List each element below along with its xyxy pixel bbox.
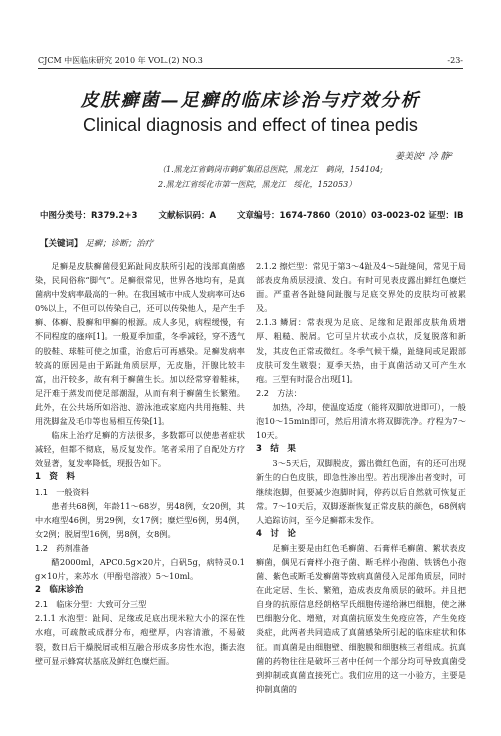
- keywords: [40, 237, 153, 249]
- paragraph: 患者共68例，年龄11～68岁，男48例，女20例，其中水疱型46例，男29例，女17例；糜烂型6例，男4例，女2例；脱屑型16例，男8例，女8例。: [35, 500, 245, 539]
- keywords-label: 【关键词】: [40, 239, 83, 249]
- paragraph: 加热，冷却，使温度适度（能将双脚放进即可），一般泡10～15min即可，然后用清水将双脚洗净。疗程为7～10天。: [256, 401, 466, 441]
- paragraph: 临床上治疗足癣的方法很多，多数都可以使患者症状减轻，但都不彻底，易反复发作。笔者采用了自配处方疗效显著，复发率降低，现报告如下。: [35, 430, 245, 469]
- left-column: [35, 259, 245, 668]
- paragraph: 2.1.2 擦烂型：常见于第3～4趾及4～5趾缝间，常见于局部表皮角质层浸渍、发白。有时可见表皮露出鲜红色糜烂面。严重者各趾缝间趾腹与足底交界处的皮肤均可被累及。: [256, 261, 466, 314]
- paragraph: 2.1.1 水泡型：趾间、足缘或足底出现米粒大小的深在性水疱，可疏散或成群分布，疱壁厚，内容清澈，不易破裂，数日后干燥脱屑或相互融合形成多房性水泡，撕去泡壁可显示蜂窝状基底及鲜红色糜烂面。: [35, 613, 245, 666]
- paragraph: 足癣是皮肤癣菌侵犯跖趾间皮肤所引起的浅部真菌感染，民间俗称“脚气”。足癣很常见，世界各地均有，是真菌病中发病率最高的一种。在我国城市中成人发病率可达60%以上，不但可以传染自己，还可以传染他人，是产生手癣、体癣、股癣和甲癣的根源。成人多见，病程缓慢，有不同程度的瘙痒[1]。一般夏季加重，冬季减轻，穿不透气的胶鞋、球鞋可使之加重，治愈后可再感染。足癣发病率较高的原因是由于跖趾角质层厚，无皮脂，汗腺比较丰富，出汗较多，故有利于癣菌生长。加以经常穿着鞋袜，足汗难于蒸发而使足部潮湿，从而有利于癣菌生长繁殖。此外，在公共场所如浴池、游泳池或家庭内共用拖鞋、共用洗脚盆及毛巾等也易相互传染[1]。: [35, 261, 245, 427]
- paragraph: 2.1.3 鳞屑：常表现为足底、足缘和足跟部皮肤角质增厚、粗糙、脱屑。它可呈片状或小点状，反复脱落和新发，其皮色正常或微红。冬季气候干燥，趾缝间或足跟部皮肤可发生皲裂；夏季天热，由于真菌活动又可产生水疱。三型有时混合出现[1]。: [256, 317, 466, 384]
- section-heading: 3 结 果: [256, 444, 296, 455]
- keywords-value: 足癣；诊断；治疗: [85, 239, 154, 249]
- section-heading: 2 临床诊治: [35, 585, 84, 596]
- journal-info: CJCM 中医临床研究 2010 年 VOL.(2) NO.3: [38, 56, 203, 65]
- section-heading: 4 讨 论: [256, 528, 296, 539]
- right-column: [256, 259, 466, 696]
- paragraph: 3～5天后，双脚脱皮，露出微红色面，有的还可出现新生的白色皮肤，即急性渗出型。若出现渗出者变时，可继续泡脚，但要减少泡脚时间，停药以后自然就可恢复正常。7～10天后，双脚逐渐恢复正常皮肤的颜色，68例病人追踪访问，至今足癣都未发作。: [256, 458, 466, 525]
- title-chinese: 皮肤癣菌—足癣的临床诊治与疗效分析: [80, 90, 421, 111]
- page-number: -23-: [447, 56, 463, 65]
- subsection-heading: 1.2 药剂准备: [35, 542, 89, 553]
- authors: 姜美波¹ 冷 静²: [395, 152, 453, 162]
- affiliation-1: （1.黑龙江省鹤岗市鹤矿集团总医院，黑龙江 鹤岗，154104;: [158, 165, 383, 174]
- document-code: 文献标识码：A: [158, 211, 217, 221]
- affiliations: [158, 162, 383, 192]
- running-header: [38, 54, 463, 69]
- classification-line: [40, 209, 471, 221]
- subsection-heading: 2.2 方法：: [256, 387, 302, 398]
- clc-number: 中图分类号：R379.2+3: [40, 211, 138, 221]
- article-id: 文章编号：1674-7860（2010）03-0023-02 证型：IB: [237, 211, 464, 221]
- affiliation-2: 2.黑龙江省绥化市第一医院，黑龙江 绥化，152053）: [158, 180, 357, 189]
- title-english: Clinical diagnosis and effect of tinea pedis: [83, 115, 418, 135]
- section-heading: 1 资 料: [35, 472, 75, 483]
- subsection-heading: 2.1 临床分型：大致可分三型: [35, 599, 147, 610]
- paragraph: 醋2000ml，APC0.5g×20片，白矾5g，病特灵0.1g×10片，来苏水（甲酚皂溶液）5～10ml。: [35, 556, 245, 582]
- subsection-heading: 1.1 一般资料: [35, 486, 89, 497]
- paragraph: 足癣主要是由红色毛癣菌、石膏样毛癣菌、絮状表皮癣菌，偶见石膏样小孢子菌、断毛样小孢菌、铁锈色小孢菌、紫色或断毛发癣菌等致病真菌侵入足部角质层，同时在此定居、生长、繁殖，造成表皮角质层的破坏。并且把自身的抗原信息经朗格罕氏细胞传递给淋巴细胞，使之淋巴细胞分化、增殖，对真菌抗原发生免疫应答，产生免疫炎症，此两者共同造成了真菌感染所引起的临床症状和体征。而真菌是由细胞壁、细胞膜和细胞核三者组成。抗真菌的药物往往是破坏三者中任何一个部分均可导致真菌受到抑制或真菌直接死亡。我们应用的这一小验方，主要是抑制真菌的: [256, 542, 466, 694]
